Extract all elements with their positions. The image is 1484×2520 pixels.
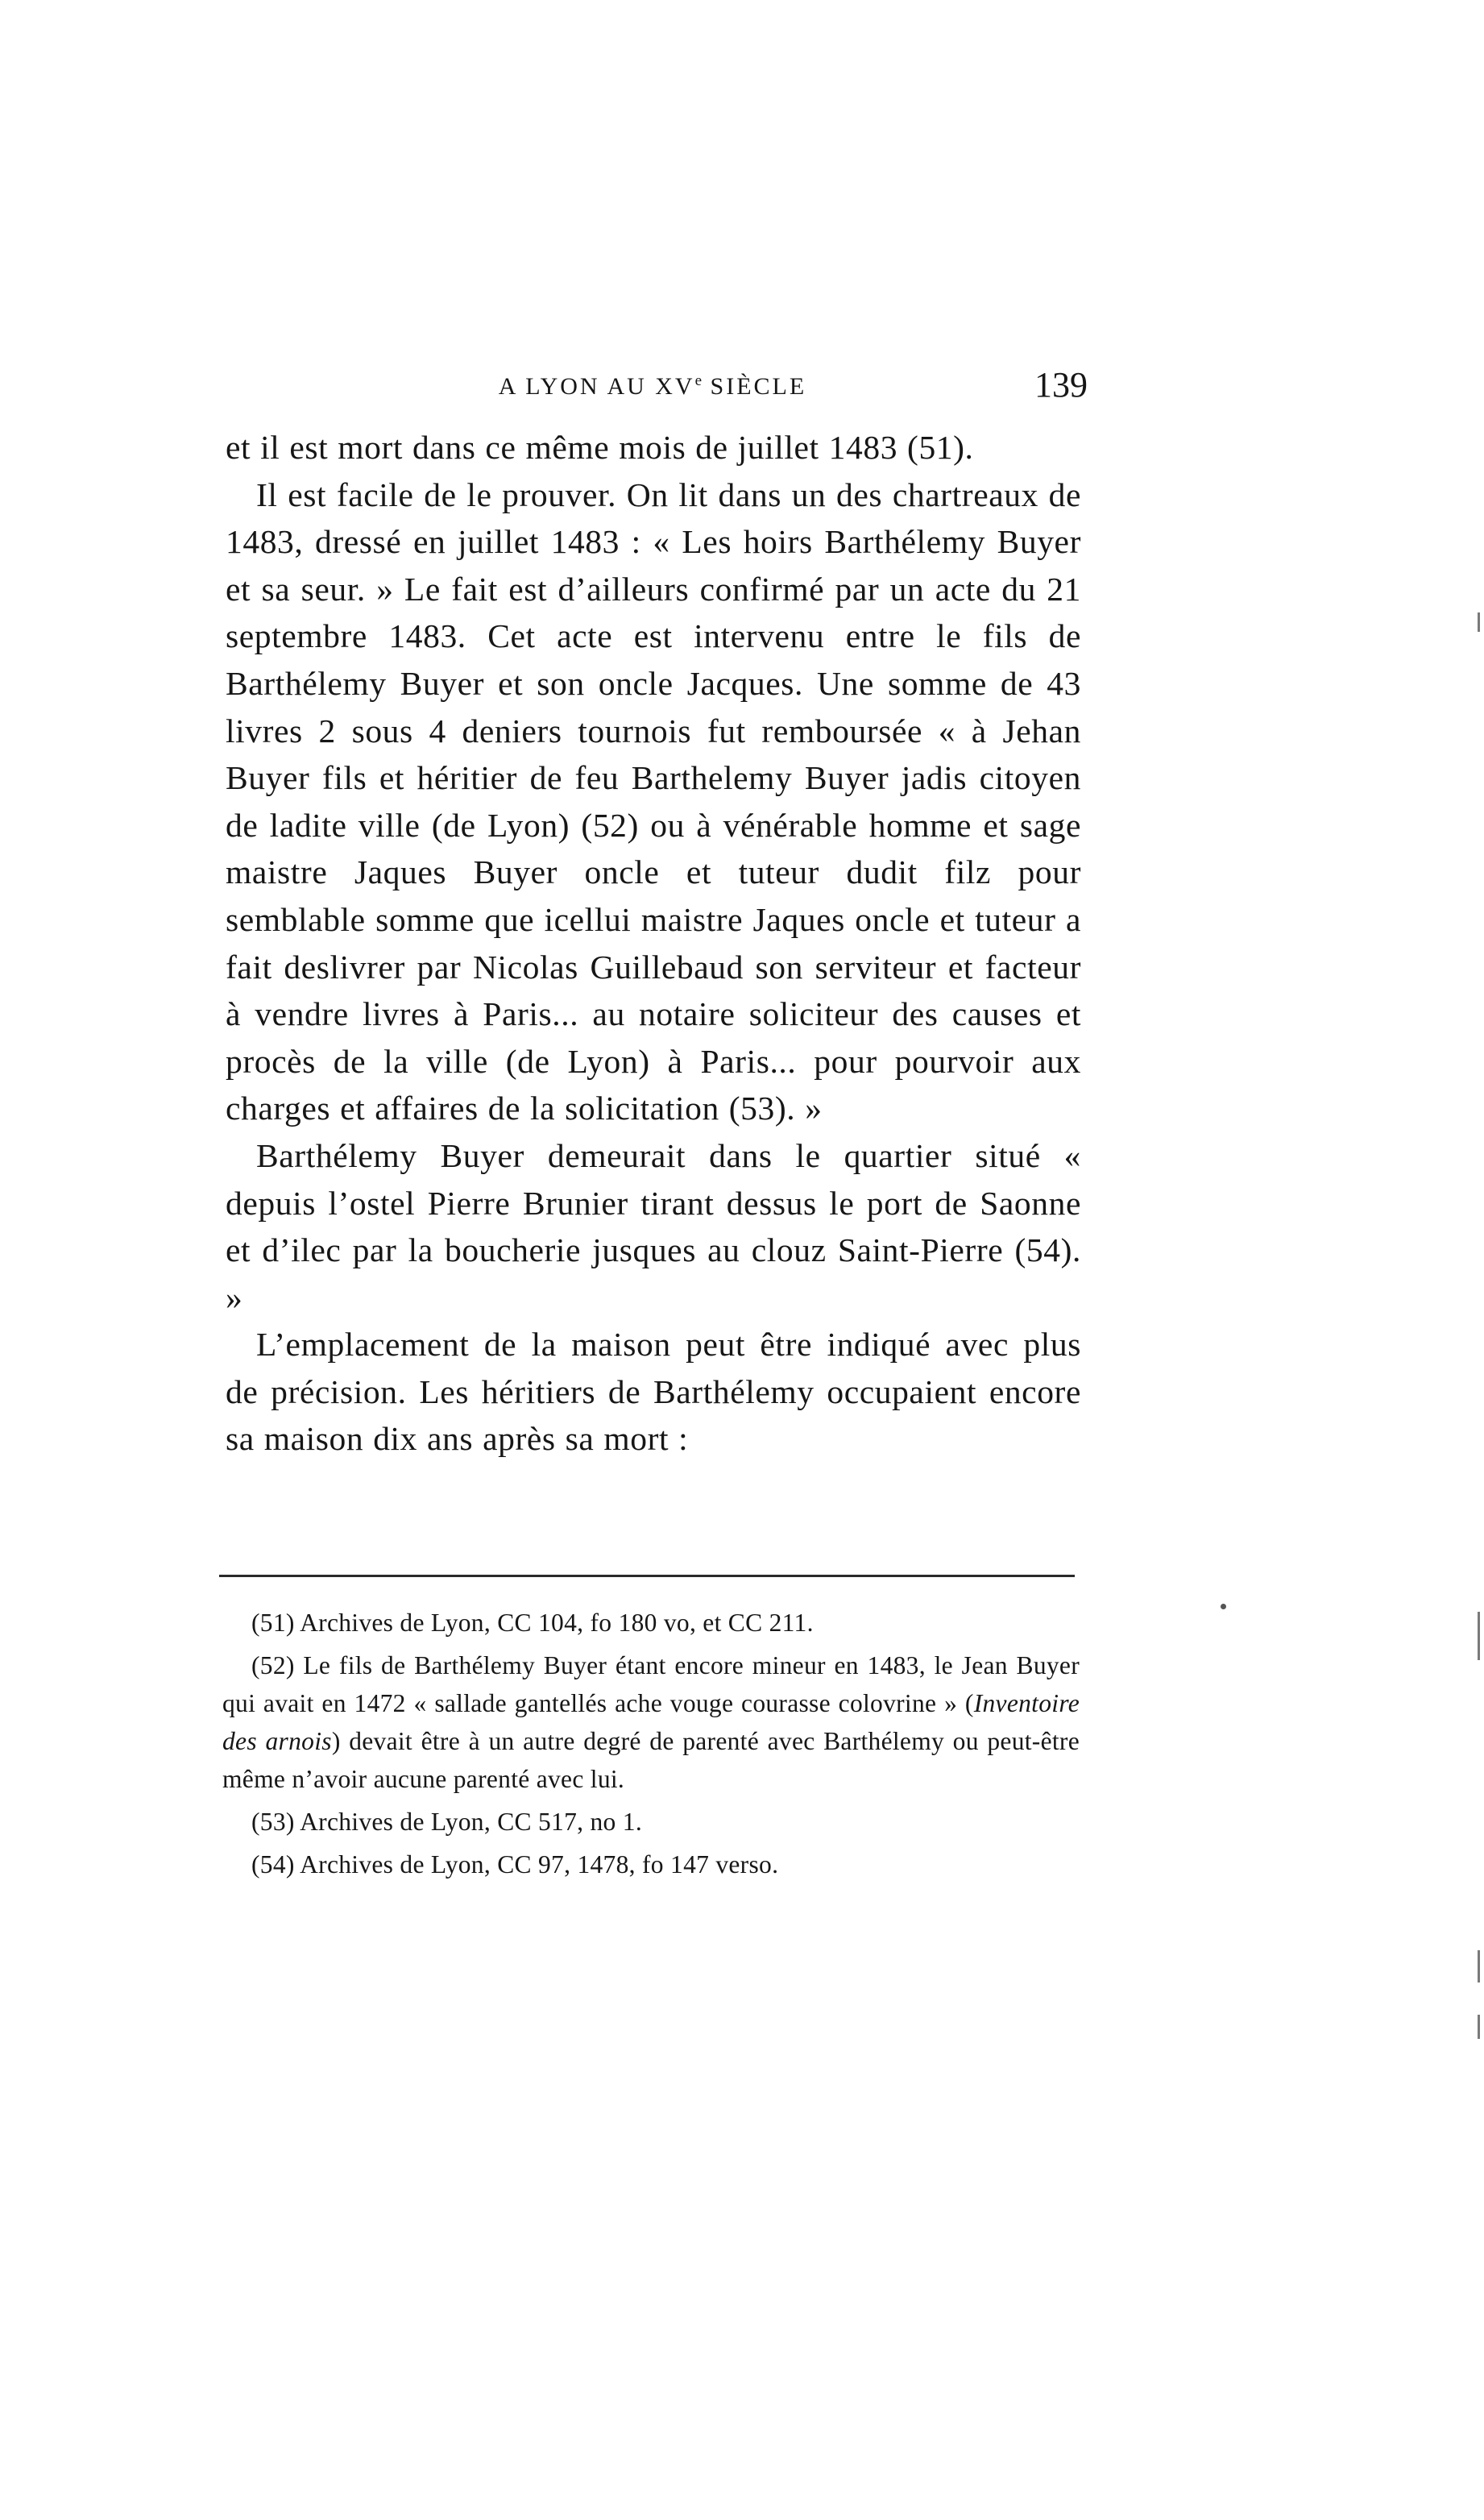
footnotes bbox=[222, 1604, 1080, 1883]
footnote-52-title: Inventoire des arnois bbox=[222, 1689, 1080, 1755]
running-title-text: A LYON AU XV bbox=[498, 373, 695, 400]
running-title-superscript: e bbox=[694, 372, 703, 389]
page-edge-mark bbox=[1478, 2015, 1480, 2039]
footnote-separator-rule bbox=[219, 1575, 1075, 1577]
footnote-52-text-end: ) devait être à un autre degré de parenté avec Barthélemy ou peut-être même n’avoir aucune parenté avec lui. bbox=[222, 1727, 1080, 1793]
paragraph: L’emplacement de la maison peut être indiqué avec plus de précision. Les héritiers de Barthélemy occupaient encore sa maison dix ans après sa mort : bbox=[226, 1326, 1081, 1458]
paragraph: Barthélemy Buyer demeurait dans le quartier situé « depuis l’ostel Pierre Brunier tirant dessus le port de Saonne et d’ilec par la boucherie jusques au clouz Saint-Pierre (54). » bbox=[226, 1136, 1081, 1316]
page-edge-mark bbox=[1478, 1950, 1480, 1982]
paragraph-continuation: et il est mort dans ce même mois de juillet 1483 (51). bbox=[226, 429, 974, 466]
page-number: 139 bbox=[1034, 365, 1088, 405]
footnote-52 bbox=[222, 1646, 1080, 1798]
body-text bbox=[226, 424, 1081, 1463]
footnote-54: (54) Archives de Lyon, CC 97, 1478, fo 147 verso. bbox=[251, 1850, 779, 1879]
page-edge-mark bbox=[1478, 612, 1480, 632]
footnote-52-text: (52) Le fils de Barthélemy Buyer étant encore mineur en 1483, le Jean Buyer qui avait en 1472 « sallade gantellés ache vouge courasse colovrine » ( bbox=[222, 1651, 1080, 1717]
footnote-53: (53) Archives de Lyon, CC 517, no 1. bbox=[251, 1808, 643, 1836]
running-title bbox=[218, 372, 1088, 401]
paragraph: Il est facile de le prouver. On lit dans un des chartreaux de 1483, dressé en juillet 1483 : « Les hoirs Barthélemy Buyer et sa seur. » Le fait est d’ailleurs confirmé par un acte du 21 septembre 1483. Cet acte est intervenu entre le fils de Barthélemy Buyer et son oncle Jacques. Une somme de 43 livres 2 sous 4 deniers tournois fut remboursée « à Jehan Buyer fils et héritier de feu Barthelemy Buyer jadis citoyen de ladite ville (de Lyon) (52) ou à vénérable homme et sage maistre Jaques Buyer oncle et tuteur dudit filz pour semblable somme que icellui maistre Jaques oncle et tuteur a fait deslivrer par Nicolas Guillebaud son serviteur et facteur à vendre livres à Paris... au notaire soliciteur des causes et procès de la ville (de Lyon) à Paris... pour pourvoir aux charges et affaires de la solicitation (53). » bbox=[226, 475, 1081, 1127]
running-title-end: SIÈCLE bbox=[710, 373, 807, 400]
footnote-51: (51) Archives de Lyon, CC 104, fo 180 vo, et CC 211. bbox=[251, 1609, 814, 1637]
ink-speck bbox=[1221, 1604, 1226, 1609]
running-head bbox=[218, 363, 1088, 419]
page-edge-mark bbox=[1478, 1612, 1480, 1660]
